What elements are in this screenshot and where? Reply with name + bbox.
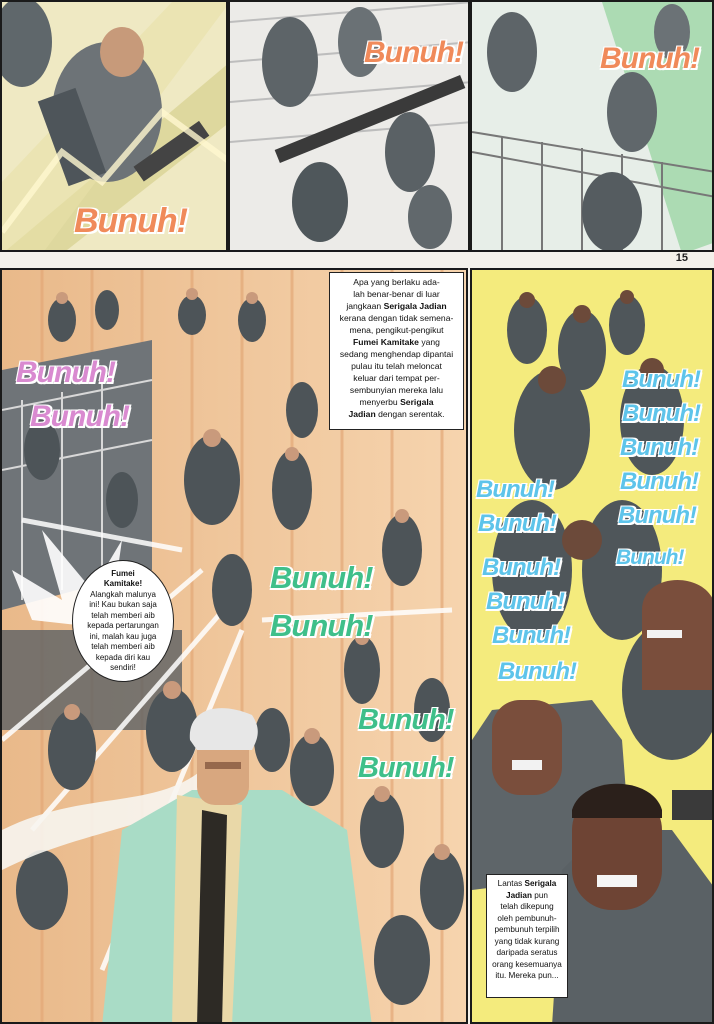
bubble-line: kepada diri kau [95, 652, 151, 662]
caption-line: itu. Mereka pun... [495, 971, 559, 980]
bubble-line: Fumei [111, 568, 135, 578]
sfx-bunuh: Bunuh! [476, 476, 554, 503]
bubble-line: ini! Kau bukan saja [89, 600, 157, 609]
bubble-line: Alangkah malunya [90, 589, 156, 599]
caption-line: orang kesemuanya [492, 959, 562, 969]
sfx-bunuh: Bunuh! [30, 400, 129, 433]
sfx-bunuh: Bunuh! [622, 366, 700, 393]
caption-line [334, 336, 459, 348]
caption-text: pun [532, 890, 548, 900]
caption-text: Lantas [497, 879, 525, 888]
caption-name: Serigala [400, 397, 434, 407]
caption-line: pulau itu telah meloncat [351, 361, 442, 371]
sfx-bunuh: Bunuh! [358, 704, 454, 736]
caption-name: Fumei Kamitake [353, 337, 419, 347]
caption-line: Apa yang berlaku ada- [353, 277, 440, 287]
narration-caption [329, 272, 464, 430]
speech-bubble [72, 560, 174, 682]
main-right-panel [470, 268, 714, 1024]
caption-line: sembunyian mereka lalu [349, 385, 444, 395]
page-number: 15 [675, 252, 688, 264]
caption-line: keluar dari tempat per- [353, 373, 440, 383]
sfx-bunuh: Bunuh! [482, 554, 560, 581]
bubble-line: Kamitake! [103, 579, 143, 588]
sfx-bunuh: Bunuh! [16, 356, 115, 389]
sfx-bunuh: Bunuh! [358, 752, 454, 784]
bubble-line: kepada pertarungan [87, 621, 159, 630]
sfx-bunuh: Bunuh! [270, 608, 373, 643]
sfx-bunuh: Bunuh! [498, 658, 576, 685]
bubble-line: telah memberi aib [91, 610, 155, 620]
caption-name: Serigala Jadian [383, 301, 447, 311]
sfx-bunuh: Bunuh! [620, 434, 698, 461]
main-left-panel [0, 268, 468, 1024]
caption-line [334, 300, 459, 312]
top-panel-1 [0, 0, 228, 252]
caption-line [489, 878, 565, 890]
caption-line: mena, pengikut-pengikut [349, 325, 444, 335]
bubble-line: ini, malah kau juga [89, 631, 157, 641]
caption-name: Serigala [524, 879, 557, 888]
caption-line: daripada seratus [496, 948, 558, 957]
sfx-bunuh: Bunuh! [486, 588, 564, 615]
caption-text: dengan serentak. [375, 409, 445, 419]
bubble-line: telah memberi aib [91, 642, 155, 651]
top-panel-3 [470, 0, 714, 252]
caption-name: Jadian [348, 409, 376, 419]
caption-line [334, 396, 459, 408]
sfx-bunuh: Bunuh! [478, 510, 556, 537]
sfx-bunuh: Bunuh! [620, 468, 698, 495]
sfx-bunuh: Bunuh! [492, 622, 570, 649]
caption-name: Jadian [506, 890, 532, 900]
sfx-bunuh: Bunuh! [616, 546, 684, 569]
caption-line: oleh pembunuh- [497, 913, 557, 923]
sfx-bunuh: Bunuh! [618, 502, 696, 529]
caption-line: lah benar-benar di luar [353, 289, 440, 299]
caption-line: telah dikepung [500, 902, 554, 911]
narration-caption-bottom [486, 874, 568, 998]
caption-line: sedang menghendap dipantai [339, 349, 454, 359]
sfx-bunuh: Bunuh! [600, 42, 699, 75]
caption-text: jangkaan [346, 301, 384, 311]
speech-bubble-text [87, 569, 159, 674]
sfx-bunuh: Bunuh! [622, 400, 700, 427]
caption-line: yang tidak kurang [494, 936, 560, 946]
sfx-bunuh: Bunuh! [364, 36, 463, 69]
caption-line: kerana dengan tidak semena- [339, 313, 454, 323]
top-panel-3-art [472, 2, 714, 252]
sfx-bunuh: Bunuh! [270, 560, 373, 595]
caption-line [334, 408, 459, 420]
caption-text: menyerbu [359, 397, 401, 407]
sfx-bunuh: Bunuh! [74, 202, 187, 240]
caption-text: yang [418, 337, 440, 347]
caption-line: pembunuh terpilih [494, 925, 560, 934]
bubble-line: sendiri! [110, 663, 136, 672]
top-panel-2 [228, 0, 470, 252]
caption-line [489, 890, 565, 902]
